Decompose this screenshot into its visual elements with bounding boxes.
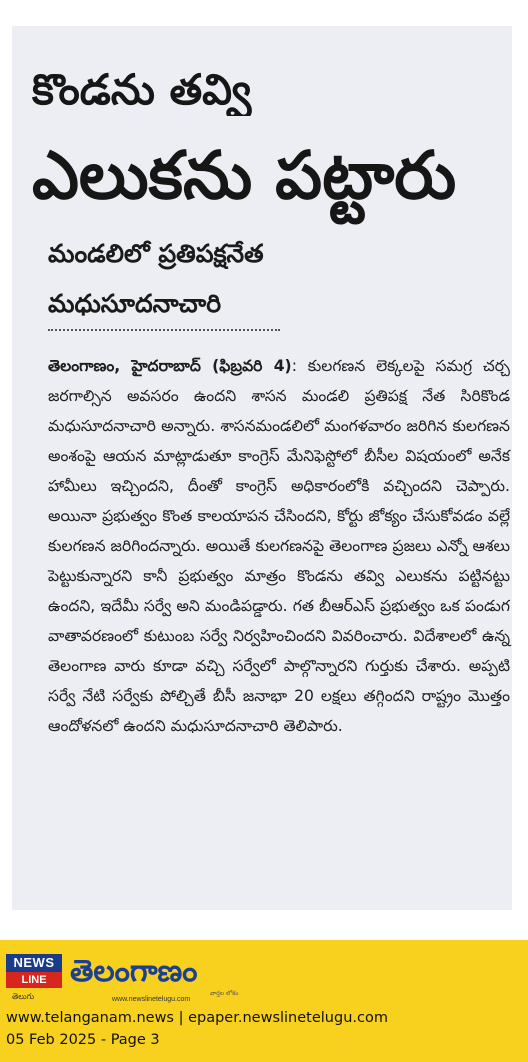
brand-tagline: వార్తల లోకం (210, 990, 239, 997)
headline-line-2: ఎలుకను పట్టారు (32, 137, 457, 214)
newsline-logo (6, 954, 62, 1001)
article-clipping (12, 26, 512, 910)
article-body (48, 351, 510, 741)
subheadline-line-1: మండలిలో ప్రతిపక్షనేత (48, 239, 264, 268)
page-footer (0, 940, 528, 1062)
brand-url: www.newslinetelugu.com (112, 996, 191, 1003)
newsline-logo-top: NEWS (6, 954, 62, 972)
headline-line-1: కొండను తవ్వి (32, 65, 252, 114)
newsline-logo-sub: తెలుగు (12, 992, 35, 1001)
article-body-text: : కులగణన లెక్కలపై సమగ్ర చర్చ జరగాల్సిన అవసరం ఉందని శాసన మండలి ప్రతిపక్ష నేత సిరికొండ మధుసూదనాచారి అన్నారు. శాసనమండలిలో మంగళవారం జరిగిన కులగణన అంశంపై ఆయన మాట్లాడుతూ కాంగ్రెస్ మేనిఫెస్టోలో బీసీల విషయంలో అనేక హామీలు ఇచ్చిందని, దీంతో కాంగ్రెస్ అధికారంలోకి వచ్చిందని చెప్పారు. అయినా ప్రభుత్వం కొంత కాలయాపన చేసిందని, కోర్టు జోక్యం చేసుకోవడం వల్లే కులగణన జరిగిందన్నారు. అయితే కులగణనపై తెలంగాణ ప్రజలు ఎన్నో ఆశలు పెట్టుకున్నారని కానీ ప్రభుత్వం మాత్రం కొండను తవ్వి ఎలుకను పట్టినట్టు ఉందని, ఇదేమీ సర్వే అని మండిపడ్డారు. గత బీఆర్ఎస్ ప్రభుత్వం ఒక పండుగ వాతావరణంలో కుటుంబ సర్వే నిర్వహించిందని వివరించారు. విదేశాలలో ఉన్న తెలంగాణ వారు కూడా వచ్చి సర్వేలో పాల్గొన్నారని గుర్తుకు చేశారు. అప్పటి సర్వే నేటి సర్వేకు పోల్చితే బీసీ జనాభా 20 లక్షలు తగ్గిందని రాష్ట్రం మొత్తం ఆందోళనలో ఉందని మధుసూదనాచారి తెలిపారు. (48, 357, 510, 735)
footer-websites: www.telanganam.news | epaper.newslinetelugu.com (6, 1010, 388, 1026)
dotted-divider (48, 329, 280, 331)
footer-date-page: 05 Feb 2025 - Page 3 (6, 1032, 160, 1048)
dateline: తెలంగాణం, హైదరాబాద్ (ఫిబ్రవరి 4) (48, 357, 292, 375)
subheadline-line-2: మధుసూదనాచారి (48, 289, 222, 318)
telanganam-logo: తెలంగాణం (70, 954, 198, 989)
newsline-logo-bottom: LINE (6, 972, 62, 988)
